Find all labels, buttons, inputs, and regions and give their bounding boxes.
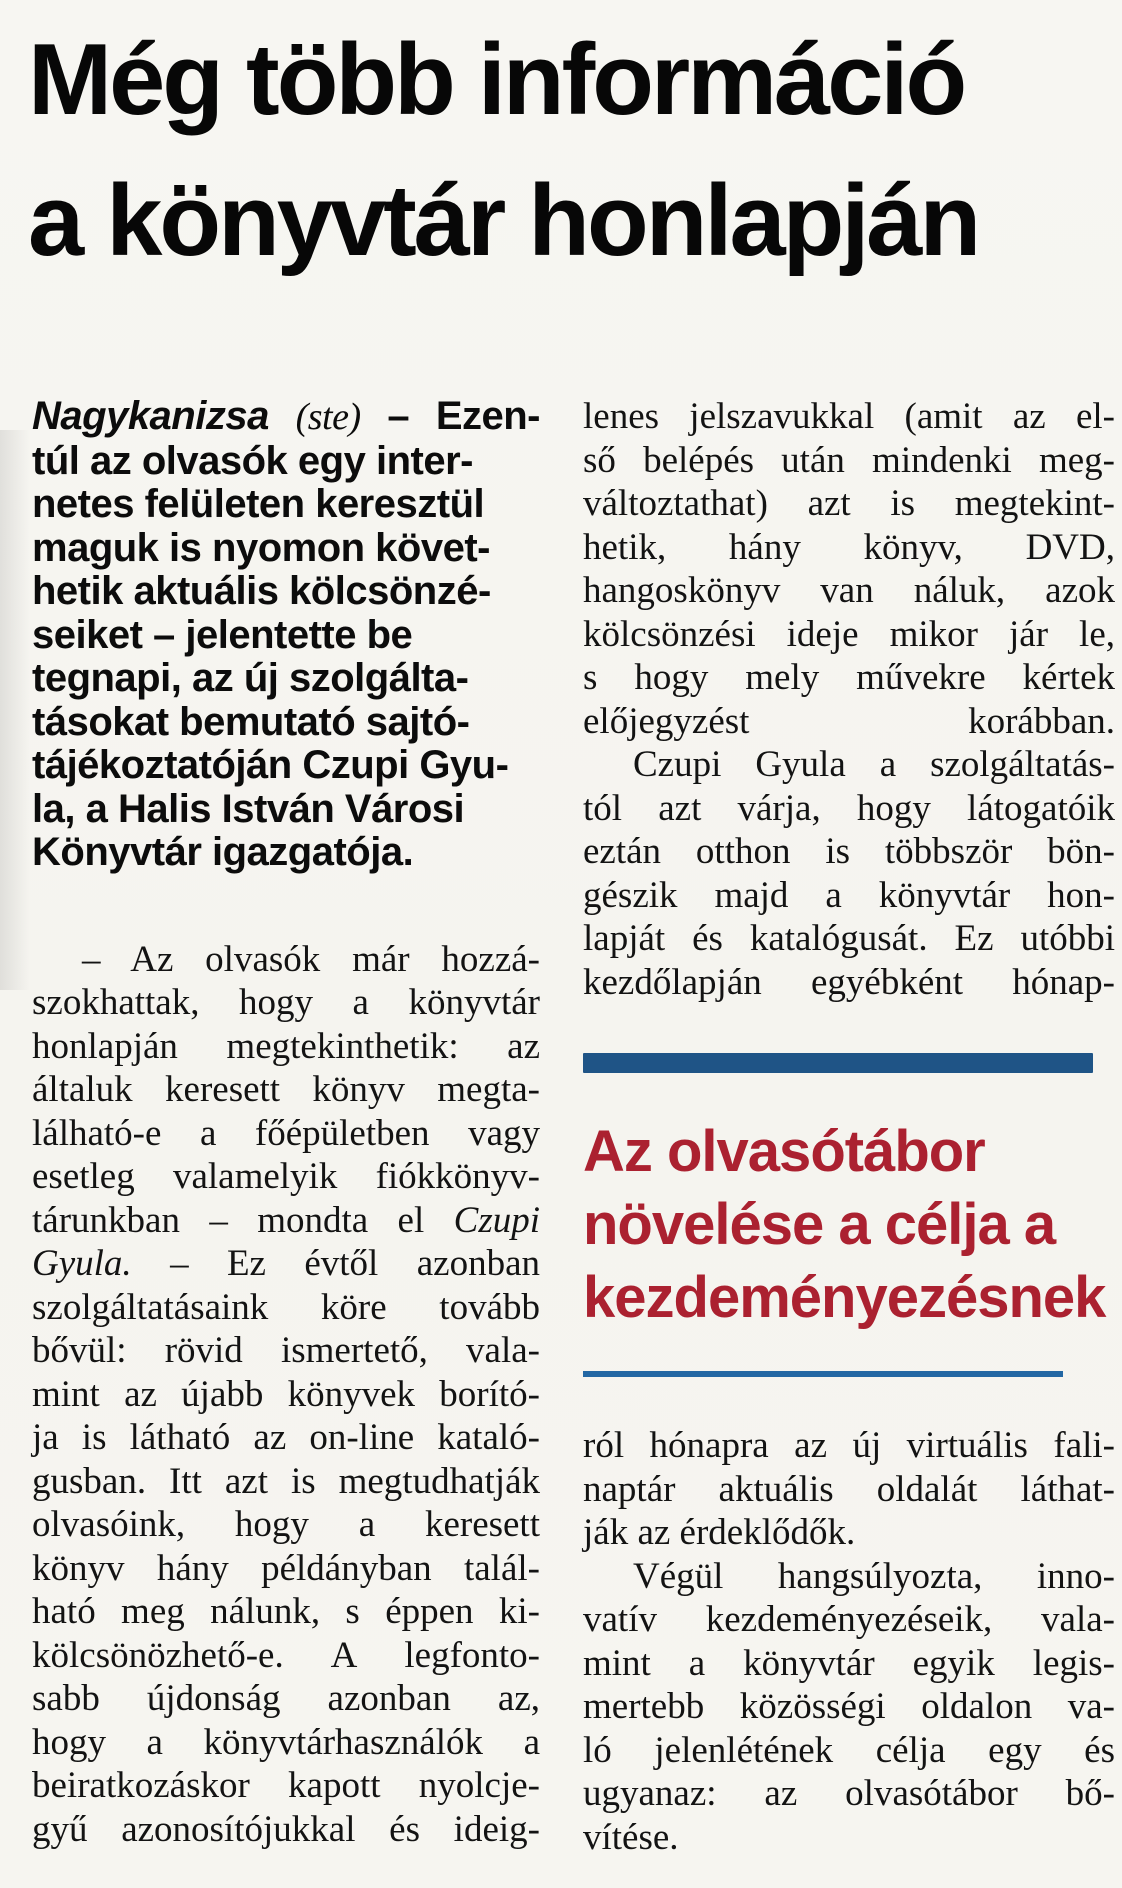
text-line: hangoskönyv van náluk, azok <box>583 570 1115 611</box>
text-line: szokhattak, hogy a könyvtár <box>32 982 540 1023</box>
pull-quote-top-rule <box>583 1053 1093 1073</box>
text-line: esetleg valamelyik fiókkönyv- <box>32 1156 540 1197</box>
text-line: vítése. <box>583 1816 679 1858</box>
text-line: vatív kezdeményezéseik, vala- <box>583 1599 1115 1640</box>
text-line: könyv hány példányban talál- <box>32 1547 540 1589</box>
lead-first-line-text: – Ezen- <box>387 394 540 438</box>
text-line: hetik aktuális kölcsönzé- <box>32 569 491 613</box>
text-line: olvasóink, hogy a keresett <box>32 1504 540 1545</box>
text-line: la, a Halis István Városi <box>32 786 465 831</box>
body-paragraph <box>583 1555 1115 1860</box>
text-line: hetik, hány könyv, DVD, <box>583 526 1115 568</box>
text-line: s hogy mely művekre kértek <box>583 657 1115 698</box>
pull-quote <box>583 1115 1115 1334</box>
text-line: naptár aktuális oldalát láthat- <box>583 1468 1115 1510</box>
lead-lines <box>32 440 540 875</box>
text-line: honlapján megtekinthetik: az <box>32 1025 540 1067</box>
text-line: növelése a célja a <box>583 1192 1056 1257</box>
headline-line: a könyvtár honlapján <box>28 165 979 277</box>
body-paragraph <box>583 743 1115 1004</box>
text-line: ugyanaz: az olvasótábor bő- <box>583 1773 1115 1814</box>
text-line: tegnapi, az új szolgálta- <box>32 656 469 700</box>
text-line: ső belépés után mindenki meg- <box>583 439 1115 481</box>
text-line: gészik majd a könyvtár hon- <box>583 874 1115 916</box>
text-line: előjegyzést korábban. <box>583 700 1115 742</box>
text-line: mint a könyvtár egyik legis- <box>583 1642 1115 1684</box>
text-line: eztán otthon is többször bön- <box>583 831 1115 872</box>
text-line: bővül: rövid ismertető, vala- <box>32 1330 540 1371</box>
text-line: netes felületen keresztül <box>32 482 485 526</box>
text-line: Könyvtár igazgatója. <box>32 830 414 874</box>
body-paragraph <box>32 938 540 1852</box>
text-line: ják az érdeklődők. <box>583 1512 856 1553</box>
byline: (ste) <box>295 396 361 438</box>
text-line: szolgáltatásaink köre tovább <box>32 1286 540 1328</box>
text-line: általuk keresett könyv megta- <box>32 1069 540 1110</box>
body-paragraph <box>583 1424 1115 1555</box>
text-line: lenes jelszavukkal (amit az el- <box>583 396 1115 437</box>
text-line: lapját és katalógusát. Ez utóbbi <box>583 918 1115 959</box>
dateline: Nagykanizsa <box>32 394 269 438</box>
lead-paragraph <box>32 395 540 875</box>
text-line: seiket – jelentette be <box>32 612 413 657</box>
text-line: kezdőlapján egyébként hónap- <box>583 961 1115 1003</box>
headline-line: Még több információ <box>28 24 965 136</box>
text-line: kölcsönzési ideje mikor jár le, <box>583 613 1115 655</box>
text-line: Czupi Gyula a szolgáltatás- <box>633 744 1115 785</box>
text-line: Az olvasótábor <box>583 1119 985 1184</box>
left-column <box>32 395 540 1851</box>
text-line: kölcsönözhető-e. A legfonto- <box>32 1634 540 1676</box>
text-line: – Az olvasók már hozzá- <box>82 938 540 980</box>
body-paragraph <box>583 395 1115 743</box>
text-line: tásokat bemutató sajtó- <box>32 699 470 744</box>
text-line: túl az olvasók egy inter- <box>32 438 473 483</box>
pull-quote-bottom-rule <box>583 1371 1063 1377</box>
text-line: gusban. Itt azt is megtudhatják <box>32 1460 540 1502</box>
right-column <box>583 395 1115 1859</box>
text-line: Végül hangsúlyozta, inno- <box>633 1555 1115 1597</box>
text-line: beiratkozáskor kapott nyolcje- <box>32 1765 540 1806</box>
text-line: tárunkban – mondta el Czupi <box>32 1199 540 1241</box>
text-line: tól azt várja, hogy látogatóik <box>583 787 1115 829</box>
text-line: maguk is nyomon követ- <box>32 525 490 570</box>
article-headline <box>28 10 1103 292</box>
text-line: ható meg nálunk, s éppen ki- <box>32 1591 540 1632</box>
text-line: ló jelenlétének célja egy és <box>583 1729 1115 1771</box>
text-line: gyű azonosítójukkal és ideig- <box>32 1808 540 1850</box>
text-line: ja is látható az on-line kataló- <box>32 1417 540 1458</box>
text-line: kezdeményezésnek <box>583 1265 1106 1330</box>
text-line: hogy a könyvtárhasználók a <box>32 1721 540 1763</box>
text-line: ról hónapra az új virtuális fali- <box>583 1425 1115 1466</box>
text-line: Gyula. – Ez évtől azonban <box>32 1243 540 1284</box>
text-line: tájékoztatóján Czupi Gyu- <box>32 743 509 787</box>
lead-first-line <box>32 395 540 440</box>
text-line: mint az újabb könyvek borító- <box>32 1373 540 1415</box>
text-line: változtathat) azt is megtekint- <box>583 483 1115 524</box>
text-line: sabb újdonság azonban az, <box>32 1678 540 1719</box>
text-line: mertebb közösségi oldalon va- <box>583 1686 1115 1727</box>
text-line: lálható-e a főépületben vagy <box>32 1112 540 1154</box>
